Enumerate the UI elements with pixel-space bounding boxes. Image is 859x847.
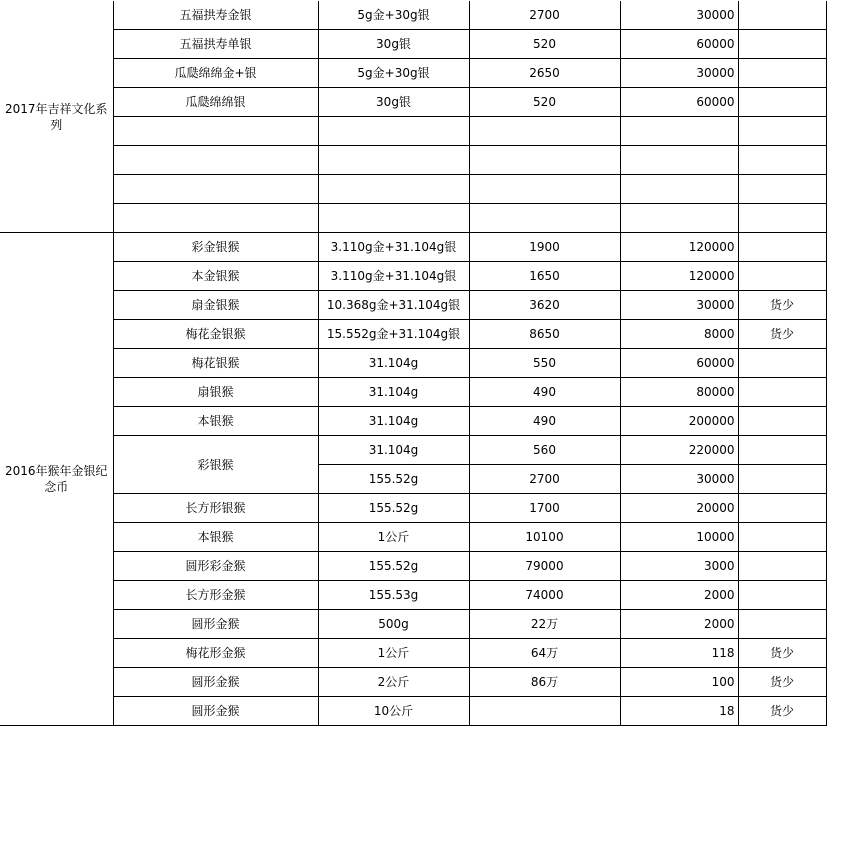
product-note <box>738 59 826 88</box>
product-spec: 155.53g <box>318 581 469 610</box>
empty-cell <box>318 204 469 233</box>
product-note <box>738 262 826 291</box>
product-spec: 30g银 <box>318 88 469 117</box>
table-row <box>0 668 826 697</box>
product-spec: 31.104g <box>318 349 469 378</box>
empty-cell <box>469 175 620 204</box>
product-name: 瓜瓞绵绵金+银 <box>113 59 318 88</box>
product-price: 1900 <box>469 233 620 262</box>
product-note <box>738 581 826 610</box>
product-note <box>738 610 826 639</box>
product-quantity: 60000 <box>620 30 738 59</box>
product-price: 8650 <box>469 320 620 349</box>
empty-cell <box>738 175 826 204</box>
empty-cell <box>738 117 826 146</box>
product-note: 货少 <box>738 639 826 668</box>
product-note <box>738 552 826 581</box>
product-name: 扇银猴 <box>113 378 318 407</box>
product-name: 圆形金猴 <box>113 668 318 697</box>
table-row <box>0 291 826 320</box>
product-spec: 2公斤 <box>318 668 469 697</box>
empty-cell <box>113 146 318 175</box>
empty-row <box>0 175 826 204</box>
product-quantity: 200000 <box>620 407 738 436</box>
empty-cell <box>113 204 318 233</box>
product-price: 86万 <box>469 668 620 697</box>
product-quantity: 60000 <box>620 349 738 378</box>
table-row <box>0 523 826 552</box>
product-price: 3620 <box>469 291 620 320</box>
product-quantity: 3000 <box>620 552 738 581</box>
product-name: 本银猴 <box>113 523 318 552</box>
product-note: 货少 <box>738 697 826 726</box>
product-price: 520 <box>469 88 620 117</box>
product-quantity: 80000 <box>620 378 738 407</box>
product-price: 2700 <box>469 465 620 494</box>
empty-cell <box>620 146 738 175</box>
table-row <box>0 581 826 610</box>
product-name: 长方形金猴 <box>113 581 318 610</box>
empty-cell <box>469 204 620 233</box>
product-note: 货少 <box>738 320 826 349</box>
product-spec: 500g <box>318 610 469 639</box>
empty-cell <box>738 146 826 175</box>
product-price: 2650 <box>469 59 620 88</box>
empty-cell <box>620 175 738 204</box>
product-spec: 10.368g金+31.104g银 <box>318 291 469 320</box>
table-row <box>0 407 826 436</box>
product-name: 瓜瓞绵绵银 <box>113 88 318 117</box>
product-name: 本银猴 <box>113 407 318 436</box>
empty-cell <box>318 146 469 175</box>
product-spec: 31.104g <box>318 407 469 436</box>
empty-cell <box>318 117 469 146</box>
product-price: 22万 <box>469 610 620 639</box>
table-row <box>0 320 826 349</box>
product-price: 1650 <box>469 262 620 291</box>
product-price: 560 <box>469 436 620 465</box>
table-row <box>0 59 826 88</box>
product-note <box>738 465 826 494</box>
product-price: 1700 <box>469 494 620 523</box>
product-spec: 5g金+30g银 <box>318 1 469 30</box>
product-name: 梅花形金猴 <box>113 639 318 668</box>
product-note <box>738 88 826 117</box>
product-spec: 15.552g金+31.104g银 <box>318 320 469 349</box>
product-note: 货少 <box>738 291 826 320</box>
product-name: 五福拱寿金银 <box>113 1 318 30</box>
table-row <box>0 233 826 262</box>
product-note <box>738 30 826 59</box>
product-price: 550 <box>469 349 620 378</box>
product-name: 彩金银猴 <box>113 233 318 262</box>
product-quantity: 20000 <box>620 494 738 523</box>
series-label-text: 2017年吉祥文化系列 <box>4 101 108 132</box>
product-quantity: 60000 <box>620 88 738 117</box>
product-quantity: 2000 <box>620 581 738 610</box>
product-quantity: 30000 <box>620 1 738 30</box>
product-note <box>738 494 826 523</box>
product-spec: 1公斤 <box>318 523 469 552</box>
series-label <box>0 233 113 726</box>
table-row <box>0 697 826 726</box>
product-quantity: 120000 <box>620 262 738 291</box>
product-quantity: 10000 <box>620 523 738 552</box>
product-price: 2700 <box>469 1 620 30</box>
empty-row <box>0 146 826 175</box>
product-price: 10100 <box>469 523 620 552</box>
coin-price-table <box>0 1 827 726</box>
product-note: 货少 <box>738 668 826 697</box>
product-name: 本金银猴 <box>113 262 318 291</box>
product-spec: 1公斤 <box>318 639 469 668</box>
empty-cell <box>620 117 738 146</box>
product-note <box>738 1 826 30</box>
product-quantity: 220000 <box>620 436 738 465</box>
empty-cell <box>738 204 826 233</box>
product-price: 490 <box>469 407 620 436</box>
product-name: 扇金银猴 <box>113 291 318 320</box>
table-row <box>0 88 826 117</box>
product-spec: 5g金+30g银 <box>318 59 469 88</box>
product-spec: 3.110g金+31.104g银 <box>318 233 469 262</box>
product-name: 长方形银猴 <box>113 494 318 523</box>
product-name: 圆形金猴 <box>113 610 318 639</box>
product-quantity: 18 <box>620 697 738 726</box>
table-row <box>0 436 826 465</box>
product-spec: 31.104g <box>318 378 469 407</box>
table-row <box>0 639 826 668</box>
empty-cell <box>469 146 620 175</box>
product-quantity: 120000 <box>620 233 738 262</box>
product-spec: 10公斤 <box>318 697 469 726</box>
product-spec: 31.104g <box>318 436 469 465</box>
product-price: 64万 <box>469 639 620 668</box>
table-row <box>0 1 826 30</box>
product-price <box>469 697 620 726</box>
product-spec: 155.52g <box>318 494 469 523</box>
product-quantity: 118 <box>620 639 738 668</box>
empty-row <box>0 204 826 233</box>
product-note <box>738 407 826 436</box>
product-quantity: 100 <box>620 668 738 697</box>
series-label <box>0 1 113 233</box>
product-quantity: 30000 <box>620 291 738 320</box>
product-spec: 30g银 <box>318 30 469 59</box>
product-name: 梅花银猴 <box>113 349 318 378</box>
empty-cell <box>469 117 620 146</box>
product-name: 圆形彩金猴 <box>113 552 318 581</box>
table-row <box>0 349 826 378</box>
product-price: 74000 <box>469 581 620 610</box>
table-row <box>0 30 826 59</box>
product-name: 圆形金猴 <box>113 697 318 726</box>
table-row <box>0 378 826 407</box>
table-row <box>0 262 826 291</box>
empty-cell <box>113 117 318 146</box>
empty-cell <box>113 175 318 204</box>
empty-row <box>0 117 826 146</box>
product-spec: 3.110g金+31.104g银 <box>318 262 469 291</box>
product-spec: 155.52g <box>318 465 469 494</box>
empty-cell <box>620 204 738 233</box>
product-name: 五福拱寿单银 <box>113 30 318 59</box>
table-row <box>0 610 826 639</box>
product-note <box>738 378 826 407</box>
series-label-text: 2016年猴年金银纪念币 <box>4 464 108 494</box>
product-price: 490 <box>469 378 620 407</box>
product-name: 彩银猴 <box>113 436 318 494</box>
product-note <box>738 233 826 262</box>
empty-cell <box>318 175 469 204</box>
product-note <box>738 436 826 465</box>
table-row <box>0 494 826 523</box>
product-name: 梅花金银猴 <box>113 320 318 349</box>
product-quantity: 30000 <box>620 59 738 88</box>
table-row <box>0 552 826 581</box>
product-note <box>738 349 826 378</box>
product-quantity: 30000 <box>620 465 738 494</box>
product-quantity: 2000 <box>620 610 738 639</box>
product-spec: 155.52g <box>318 552 469 581</box>
product-price: 79000 <box>469 552 620 581</box>
product-price: 520 <box>469 30 620 59</box>
product-quantity: 8000 <box>620 320 738 349</box>
product-note <box>738 523 826 552</box>
